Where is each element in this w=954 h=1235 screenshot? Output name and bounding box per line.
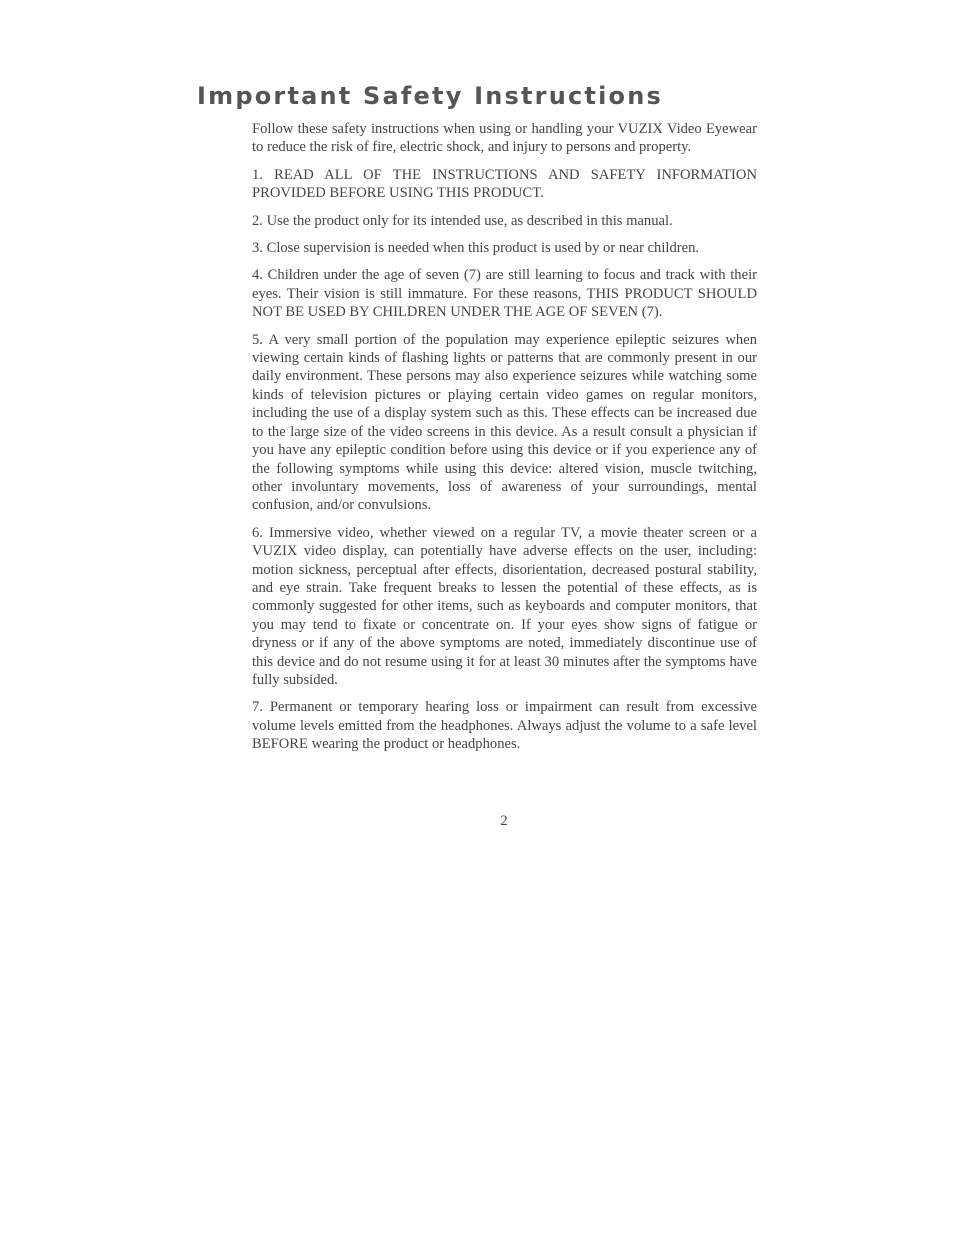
instruction-item-5: 5. A very small portion of the population may experience epileptic seizures when viewing certain kinds of flashing lights or patterns that are commonly present in our daily environment. These persons may also experience seizures while watching some kinds of television pictures or playing certain video games on regular monitors, including the use of a display system such as this. These effects can be increased due to the large size of the video screens in this device. As a result consult a physician if you have any epileptic condition before using this device or if you experience any of the following symptoms while using this device: altered vision, muscle twitching, other involuntary movements, loss of awareness of your surroundings, mental confusion, and/or convulsions. <box>252 331 757 514</box>
instruction-item-7: 7. Permanent or temporary hearing loss or impairment can result from excessive volume levels emitted from the headphones. Always adjust the volume to a safe level BEFORE wearing the product or headphones. <box>252 699 757 753</box>
page-number: 2 <box>500 813 508 829</box>
instruction-item-3: 3. Close supervision is needed when this product is used by or near children. <box>252 240 700 257</box>
instruction-item-1: 1. READ ALL OF THE INSTRUCTIONS AND SAFETY INFORMATION PROVIDED BEFORE USING THIS PRODUCT. <box>252 166 757 202</box>
page-title: Important Safety Instructions <box>197 82 663 110</box>
instruction-item-6: 6. Immersive video, whether viewed on a regular TV, a movie theater screen or a VUZIX video display, can potentially have adverse effects on the user, including: motion sickness, perceptual after effects, disorientation, decreased postural stability, and eye strain. Take frequent breaks to lessen the potential of these effects, as is commonly suggested for other items, such as keyboards and computer monitors, that you may tend to fixate or concentrate on. If your eyes show signs of fatigue or dryness or if any of the above symptoms are noted, immediately discontinue use of this device and do not resume using it for at least 30 minutes after the symptoms have fully subsided. <box>252 524 757 688</box>
intro-paragraph: Follow these safety instructions when using or handling your VUZIX Video Eyewear to reduce the risk of fire, electric shock, and injury to persons and property. <box>252 121 757 156</box>
instruction-item-4: 4. Children under the age of seven (7) are still learning to focus and track with their eyes. Their vision is still immature. For these reasons, THIS PRODUCT SHOULD NOT BE USED BY CHILDREN UNDER THE AGE OF SEVEN (7). <box>252 267 757 321</box>
instruction-item-2: 2. Use the product only for its intended use, as described in this manual. <box>252 212 673 229</box>
document-body <box>252 120 757 763</box>
